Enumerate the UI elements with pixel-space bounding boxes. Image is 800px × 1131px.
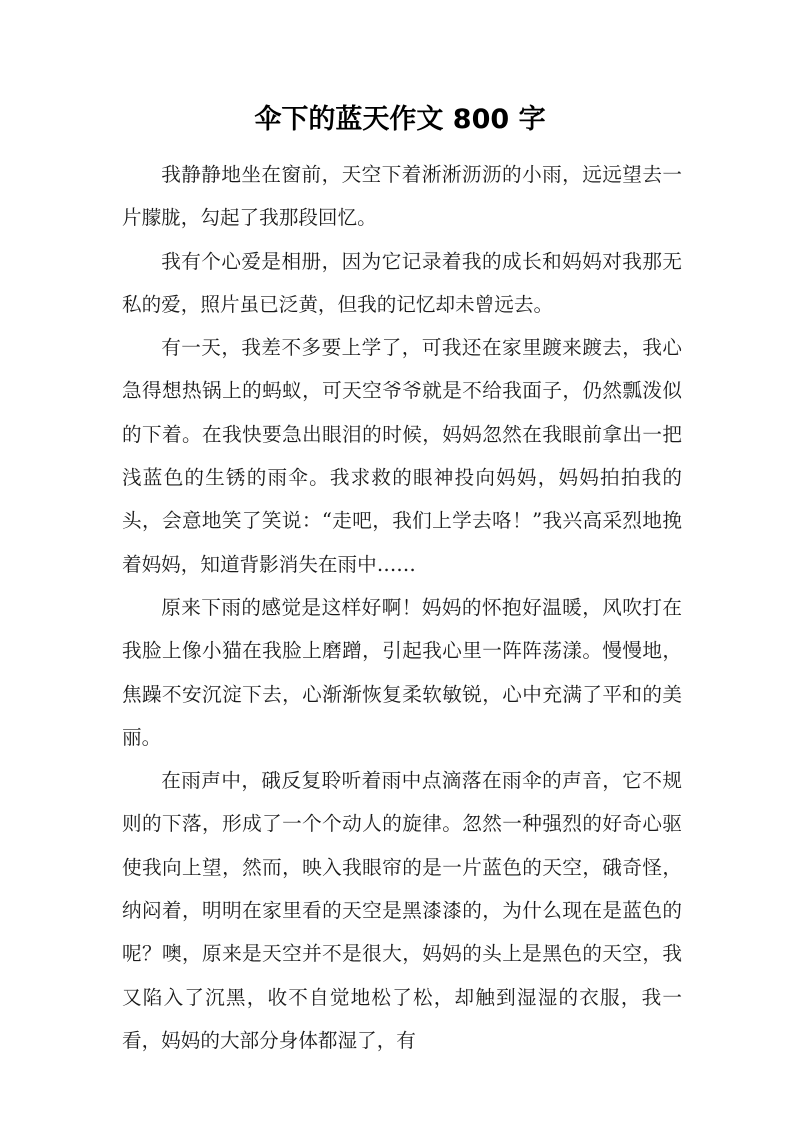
paragraph-3: 有一天，我差不多要上学了，可我还在家里踱来踱去，我心急得想热锅上的蚂蚁，可天空爷爷就是不给我面子，仍然瓢泼似的下着。在我快要急出眼泪的时候，妈妈忽然在我眼前拿出一把浅蓝色的生锈的雨伞。我求救的眼神投向妈妈，妈妈拍拍我的头，会意地笑了笑说：“走吧，我们上学去咯！”我兴高采烈地挽着妈妈，知道背影消失在雨中……: [122, 336, 682, 576]
essay-body: [122, 153, 682, 1062]
paragraph-2: 我有个心爱是相册，因为它记录着我的成长和妈妈对我那无私的爱，照片虽已泛黄，但我的记忆却未曾远去。: [122, 249, 682, 316]
paragraph-1: 我静静地坐在窗前，天空下着淅淅沥沥的小雨，远远望去一片朦胧，勾起了我那段回忆。: [122, 163, 682, 230]
document-title: 伞下的蓝天作文 800 字: [254, 104, 546, 135]
paragraph-5: 在雨声中，硪反复聆听着雨中点滴落在雨伞的声音，它不规则的下落，形成了一个个动人的旋律。忽然一种强烈的好奇心驱使我向上望，然而，映入我眼帘的是一片蓝色的天空，硪奇怪，纳闷着，明明在家里看的天空是黑漆漆的，为什么现在是蓝色的呢？噢，原来是天空并不是很大，妈妈的头上是黑色的天空，我又陷入了沉黑，收不自觉地松了松，却触到湿湿的衣服，我一看，妈妈的大部分身体都湿了，有: [122, 769, 682, 1052]
paragraph-4: 原来下雨的感觉是这样好啊！妈妈的怀抱好温暖，风吹打在我脸上像小猫在我脸上磨蹭，引起我心里一阵阵荡漾。慢慢地，焦躁不安沉淀下去，心渐渐恢复柔软敏锐，心中充满了平和的美丽。: [122, 595, 682, 749]
